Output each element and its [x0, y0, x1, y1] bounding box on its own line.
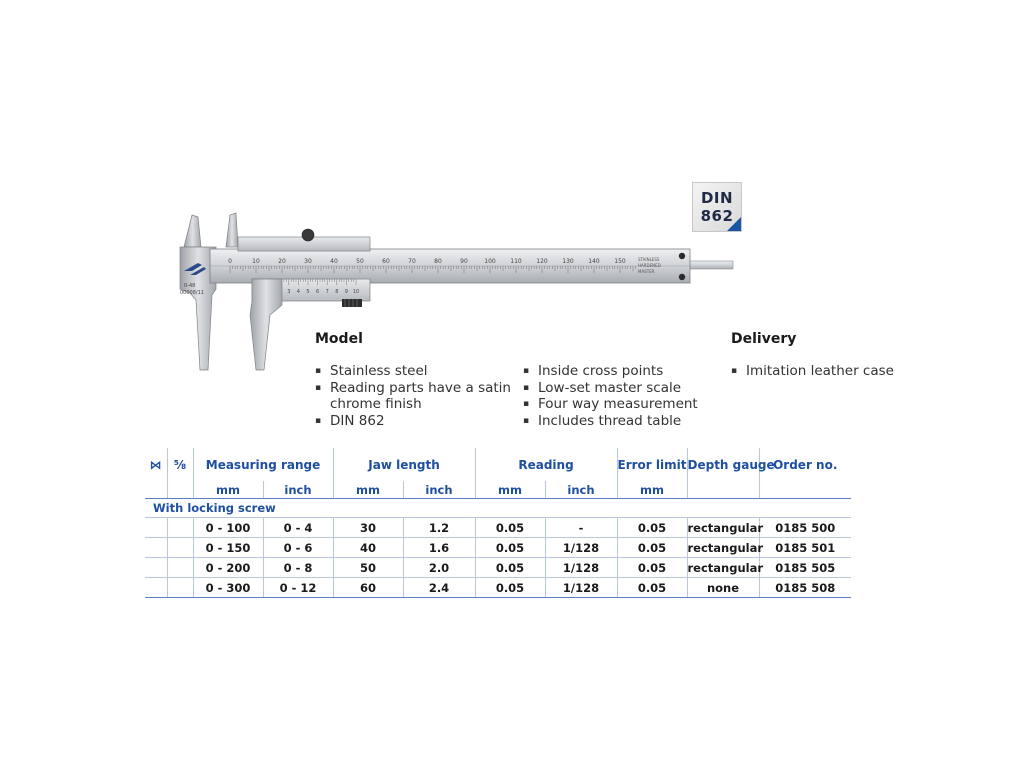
error-limit: 0.05: [617, 558, 687, 578]
col-order-no: Order no.: [759, 448, 851, 481]
error-limit: 0.05: [617, 578, 687, 598]
feature-item: ▪ Four way measurement: [523, 396, 723, 413]
reading-mm: 0.05: [475, 578, 545, 598]
range-mm: 0 - 200: [193, 558, 263, 578]
model-features-col2: [523, 363, 723, 429]
col-depth-gauge: Depth gauge: [687, 448, 759, 481]
main-scale-number: 10: [252, 258, 260, 265]
subheading-row: [145, 499, 851, 518]
feature-item: ▪ Low-set master scale: [523, 380, 723, 397]
badge-line-1: DIN: [700, 189, 734, 207]
main-scale-number: 140: [588, 258, 600, 265]
model-heading: Model: [315, 331, 363, 347]
main-scale-number: 100: [484, 258, 496, 265]
depth-gauge: rectangular: [687, 558, 759, 578]
marking-left-2: 00008/11: [180, 290, 204, 296]
reading-inch: 1/128: [545, 578, 617, 598]
main-scale-number: 80: [434, 258, 442, 265]
unit-row: [145, 481, 851, 499]
range-mm: 0 - 150: [193, 538, 263, 558]
vernier-scale-number: 8: [335, 289, 339, 295]
unit-inch: inch: [263, 481, 333, 499]
depth-icon: ⅝: [167, 448, 193, 481]
delivery-heading: Delivery: [731, 331, 797, 347]
badge-corner-accent: [727, 217, 741, 231]
main-scale-number: 40: [330, 258, 338, 265]
main-scale-number: 90: [460, 258, 468, 265]
main-scale-number: 120: [536, 258, 548, 265]
depth-gauge: rectangular: [687, 518, 759, 538]
vernier-scale-number: 4: [296, 289, 300, 295]
vernier-scale-number: 9: [344, 289, 348, 295]
error-limit: 0.05: [617, 538, 687, 558]
range-inch: 0 - 6: [263, 538, 333, 558]
vernier-scale-number: 3: [287, 289, 291, 295]
sliding-outside-jaw: [250, 279, 282, 370]
order-no: 0185 501: [759, 538, 851, 558]
order-no: 0185 500: [759, 518, 851, 538]
main-scale-number: 130: [562, 258, 574, 265]
jaw-inch: 1.2: [403, 518, 475, 538]
main-scale-number: 20: [278, 258, 286, 265]
sliding-inside-jaw: [226, 213, 238, 247]
table-row: [145, 518, 851, 538]
main-scale-number: 150: [614, 258, 626, 265]
feature-item: ▪ Includes thread table: [523, 413, 723, 430]
range-inch: 0 - 4: [263, 518, 333, 538]
main-scale-number: 60: [382, 258, 390, 265]
feature-item: ▪ Stainless steel: [315, 363, 515, 380]
vernier-scale-number: 5: [306, 289, 310, 295]
order-no: 0185 508: [759, 578, 851, 598]
main-scale-number: 70: [408, 258, 416, 265]
vernier-scale-number: 7: [325, 289, 329, 295]
unit-mm: mm: [333, 481, 403, 499]
locking-screw-icon: [302, 229, 314, 241]
depth-gauge: none: [687, 578, 759, 598]
vernier-scale-number: 6: [316, 289, 320, 295]
reading-mm: 0.05: [475, 538, 545, 558]
unit-mm: mm: [475, 481, 545, 499]
jaw-inch: 1.6: [403, 538, 475, 558]
unit-inch: inch: [403, 481, 475, 499]
range-inch: 0 - 8: [263, 558, 333, 578]
jaw-mm: 60: [333, 578, 403, 598]
table-row: [145, 558, 851, 578]
fixed-inside-jaw: [184, 215, 201, 247]
model-features-col1: [315, 363, 515, 429]
marking-right-1: STAINLESS: [638, 257, 660, 262]
delivery-item: ▪ Imitation leather case: [731, 363, 931, 380]
delivery-items: [731, 363, 931, 380]
col-jaw-length: Jaw length: [333, 448, 475, 481]
din-862-badge: [692, 182, 742, 232]
reading-mm: 0.05: [475, 558, 545, 578]
reading-inch: -: [545, 518, 617, 538]
marking-right-2: HARDENED: [638, 263, 661, 268]
jaw-inch: 2.4: [403, 578, 475, 598]
col-error-limit: Error limit: [617, 448, 687, 481]
badge-line-2: 862: [700, 207, 734, 225]
col-reading: Reading: [475, 448, 617, 481]
marking-left-1: 0-48: [184, 283, 196, 289]
table-row: [145, 578, 851, 598]
beam-screw-bottom: [679, 274, 685, 280]
reading-inch: 1/128: [545, 558, 617, 578]
vernier-scale-number: 10: [352, 289, 360, 295]
main-scale-number: 110: [510, 258, 522, 265]
main-scale-number: 50: [356, 258, 364, 265]
feature-item: ▪ Inside cross points: [523, 363, 723, 380]
depth-gauge: rectangular: [687, 538, 759, 558]
subheading-locking-screw: With locking screw: [153, 501, 276, 515]
unit-mm: mm: [193, 481, 263, 499]
unit-mm: mm: [617, 481, 687, 499]
range-inch: 0 - 12: [263, 578, 333, 598]
order-no: 0185 505: [759, 558, 851, 578]
jaw-mm: 40: [333, 538, 403, 558]
main-scale-number: 0: [228, 258, 232, 265]
feature-item: ▪ DIN 862: [315, 413, 515, 430]
vernier-caliper-image: [170, 205, 740, 377]
jaw-mm: 50: [333, 558, 403, 578]
reading-mm: 0.05: [475, 518, 545, 538]
beam-screw-top: [679, 253, 685, 259]
main-scale-number: 30: [304, 258, 312, 265]
jaw-inch: 2.0: [403, 558, 475, 578]
spec-table: [145, 448, 851, 598]
feature-item: ▪ Reading parts have a satin chrome finish: [315, 380, 515, 413]
depth-rod: [685, 261, 733, 269]
error-limit: 0.05: [617, 518, 687, 538]
range-mm: 0 - 300: [193, 578, 263, 598]
thumb-wheel-icon: [342, 299, 362, 307]
jaw-icon: ⋈: [149, 457, 162, 472]
reading-inch: 1/128: [545, 538, 617, 558]
table-row: [145, 538, 851, 558]
header-row: [145, 448, 851, 481]
unit-inch: inch: [545, 481, 617, 499]
jaw-mm: 30: [333, 518, 403, 538]
range-mm: 0 - 100: [193, 518, 263, 538]
col-measuring-range: Measuring range: [193, 448, 333, 481]
marking-right-3: MASTER: [638, 269, 655, 274]
